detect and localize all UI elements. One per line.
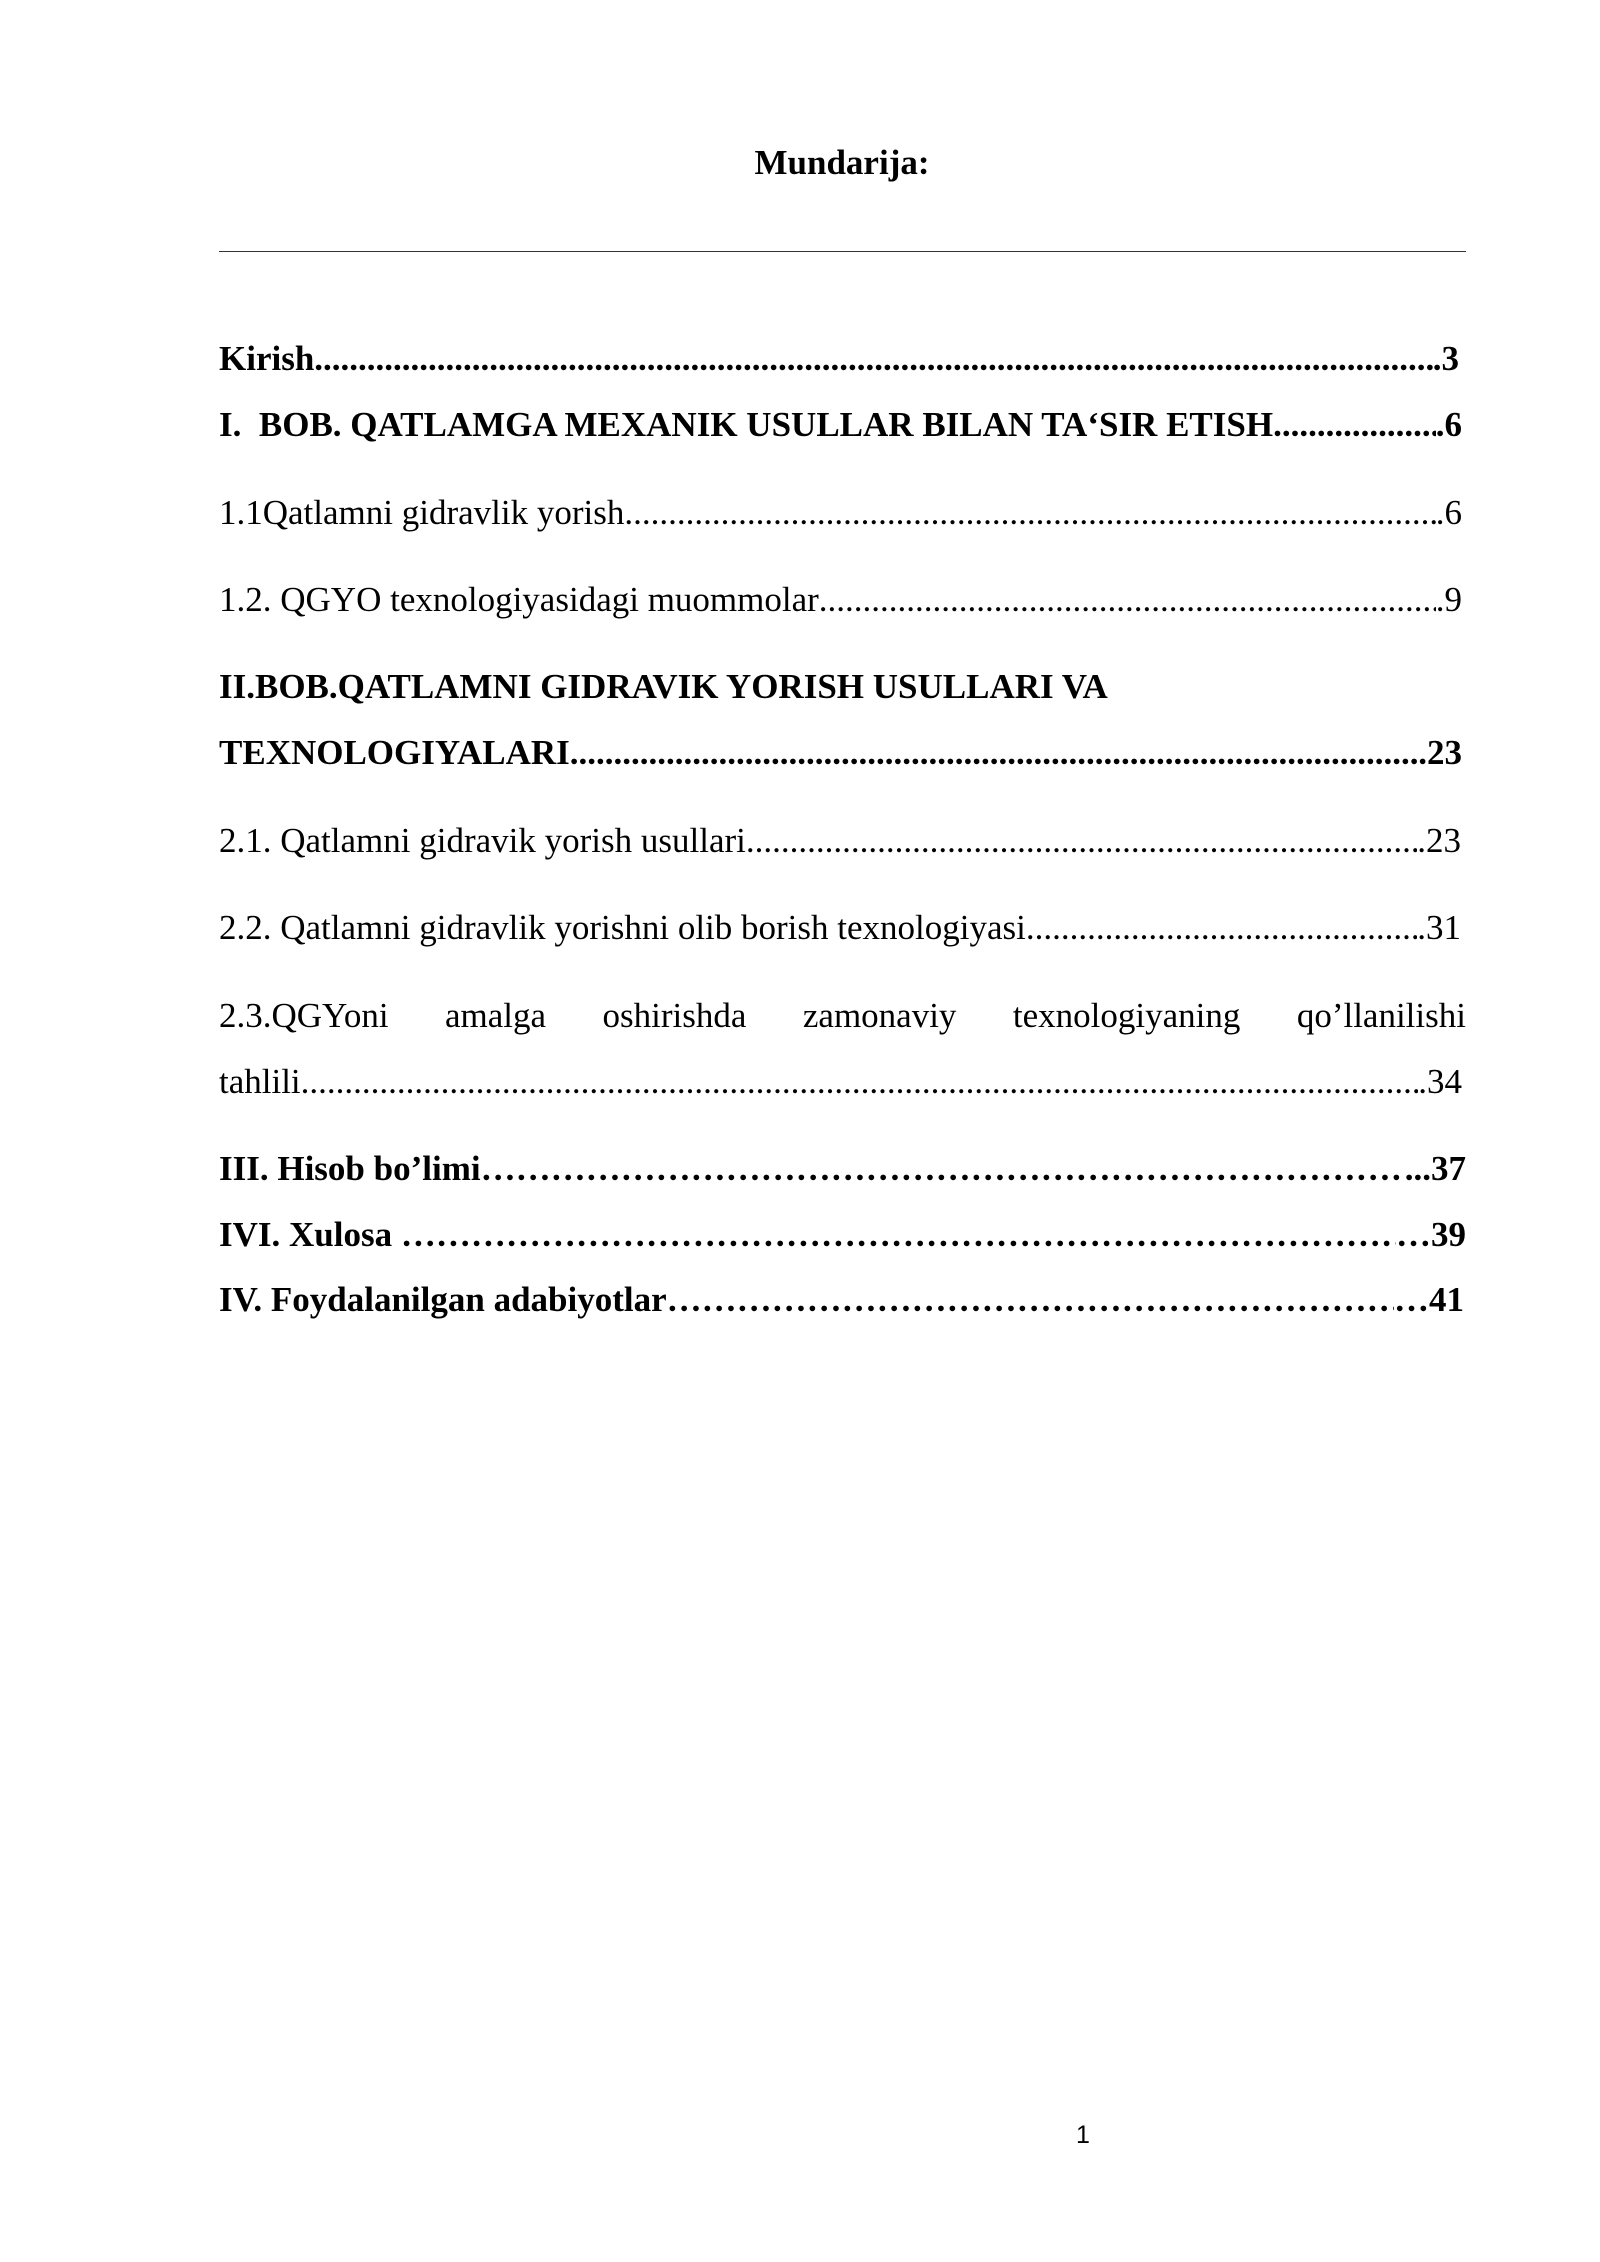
toc-entry-page: .34: [1418, 1062, 1462, 1101]
toc-entry-conclusion[interactable]: [219, 1213, 1466, 1257]
toc-entry-label: IVI. Xulosa: [219, 1215, 401, 1254]
title-divider: [219, 251, 1466, 252]
toc-word: oshirishda: [602, 996, 747, 1035]
toc-entry-page: .6: [1435, 493, 1462, 532]
toc-leader-dots: [401, 1213, 1396, 1257]
toc-leader-dots: [624, 491, 1435, 535]
toc-word: qo’llanilishi: [1296, 996, 1466, 1035]
toc-entry-label: 2.1. Qatlamni gidravik yorish usullari: [219, 821, 746, 860]
toc-leader-dots: [667, 1278, 1394, 1322]
toc-entry-label: I. BOB. QATLAMGA MEXANIK USULLAR BILAN TA‘SIR ETISH: [219, 405, 1274, 444]
toc-entry-1-1[interactable]: [219, 491, 1462, 535]
toc-entry-label: IV. Foydalanilgan adabiyotlar: [219, 1280, 667, 1319]
toc-entry-2-1[interactable]: [219, 819, 1461, 863]
toc-word: texnologiyaning: [1012, 996, 1241, 1035]
toc-leader-dots: [314, 337, 1432, 381]
toc-entry-chapter-3[interactable]: [219, 1147, 1466, 1191]
toc-leader-dots: [1273, 403, 1436, 447]
toc-entry-2-3-line-2[interactable]: [219, 1060, 1462, 1104]
toc-entry-chapter-2-line-1[interactable]: [219, 665, 1466, 709]
toc-leader-dots: [819, 578, 1436, 622]
toc-entry-2-3-line-1[interactable]: [219, 994, 1466, 1038]
toc-entry-page: .6: [1435, 405, 1462, 444]
toc-leader-dots: [481, 1147, 1405, 1191]
toc-entry-label: TEXNOLOGIYALARI: [219, 733, 570, 772]
toc-entry-page: .23: [1418, 733, 1462, 772]
toc-entry-kirish[interactable]: [219, 337, 1459, 381]
toc-entry-label: Kirish: [219, 339, 315, 378]
page-number: 1: [1076, 2121, 1090, 2149]
toc-entry-label: III. Hisob bo’limi: [219, 1149, 481, 1188]
toc-leader-dots: [1026, 906, 1417, 950]
toc-entry-page: .3: [1432, 339, 1459, 378]
page-title: Mundarija:: [754, 143, 930, 182]
toc-entry-label: 1.1Qatlamni gidravlik yorish: [219, 493, 625, 532]
toc-entry-2-2[interactable]: [219, 906, 1461, 950]
toc-entry-label: II.BOB.QATLAMNI GIDRAVIK YORISH USULLARI VA: [219, 667, 1108, 706]
toc-entry-page: .31: [1417, 908, 1461, 947]
toc-entry-label: 1.2. QGYO texnologiyasidagi muommolar: [219, 580, 819, 619]
toc-leader-dots: [301, 1060, 1419, 1104]
toc-entry-chapter-1[interactable]: [219, 403, 1462, 447]
toc-word: 2.3.QGYoni: [219, 996, 389, 1035]
toc-entry-label: tahlili: [219, 1062, 301, 1101]
toc-entry-page: .9: [1435, 580, 1462, 619]
toc-entry-1-2[interactable]: [219, 578, 1462, 622]
toc-leader-dots: [570, 731, 1419, 775]
toc-entry-page: …39: [1396, 1215, 1466, 1254]
toc-entry-references[interactable]: [219, 1278, 1464, 1322]
toc-word: zamonaviy: [802, 996, 957, 1035]
toc-entry-page: ...37: [1404, 1149, 1466, 1188]
toc-entry-label: 2.2. Qatlamni gidravlik yorishni olib borish texnologiyasi: [219, 908, 1026, 947]
toc-word: amalga: [445, 996, 547, 1035]
toc-leader-dots: [746, 819, 1417, 863]
toc-entry-page: …41: [1394, 1280, 1464, 1319]
toc-entry-page: .23: [1417, 821, 1461, 860]
toc-entry-chapter-2-line-2[interactable]: [219, 731, 1462, 775]
